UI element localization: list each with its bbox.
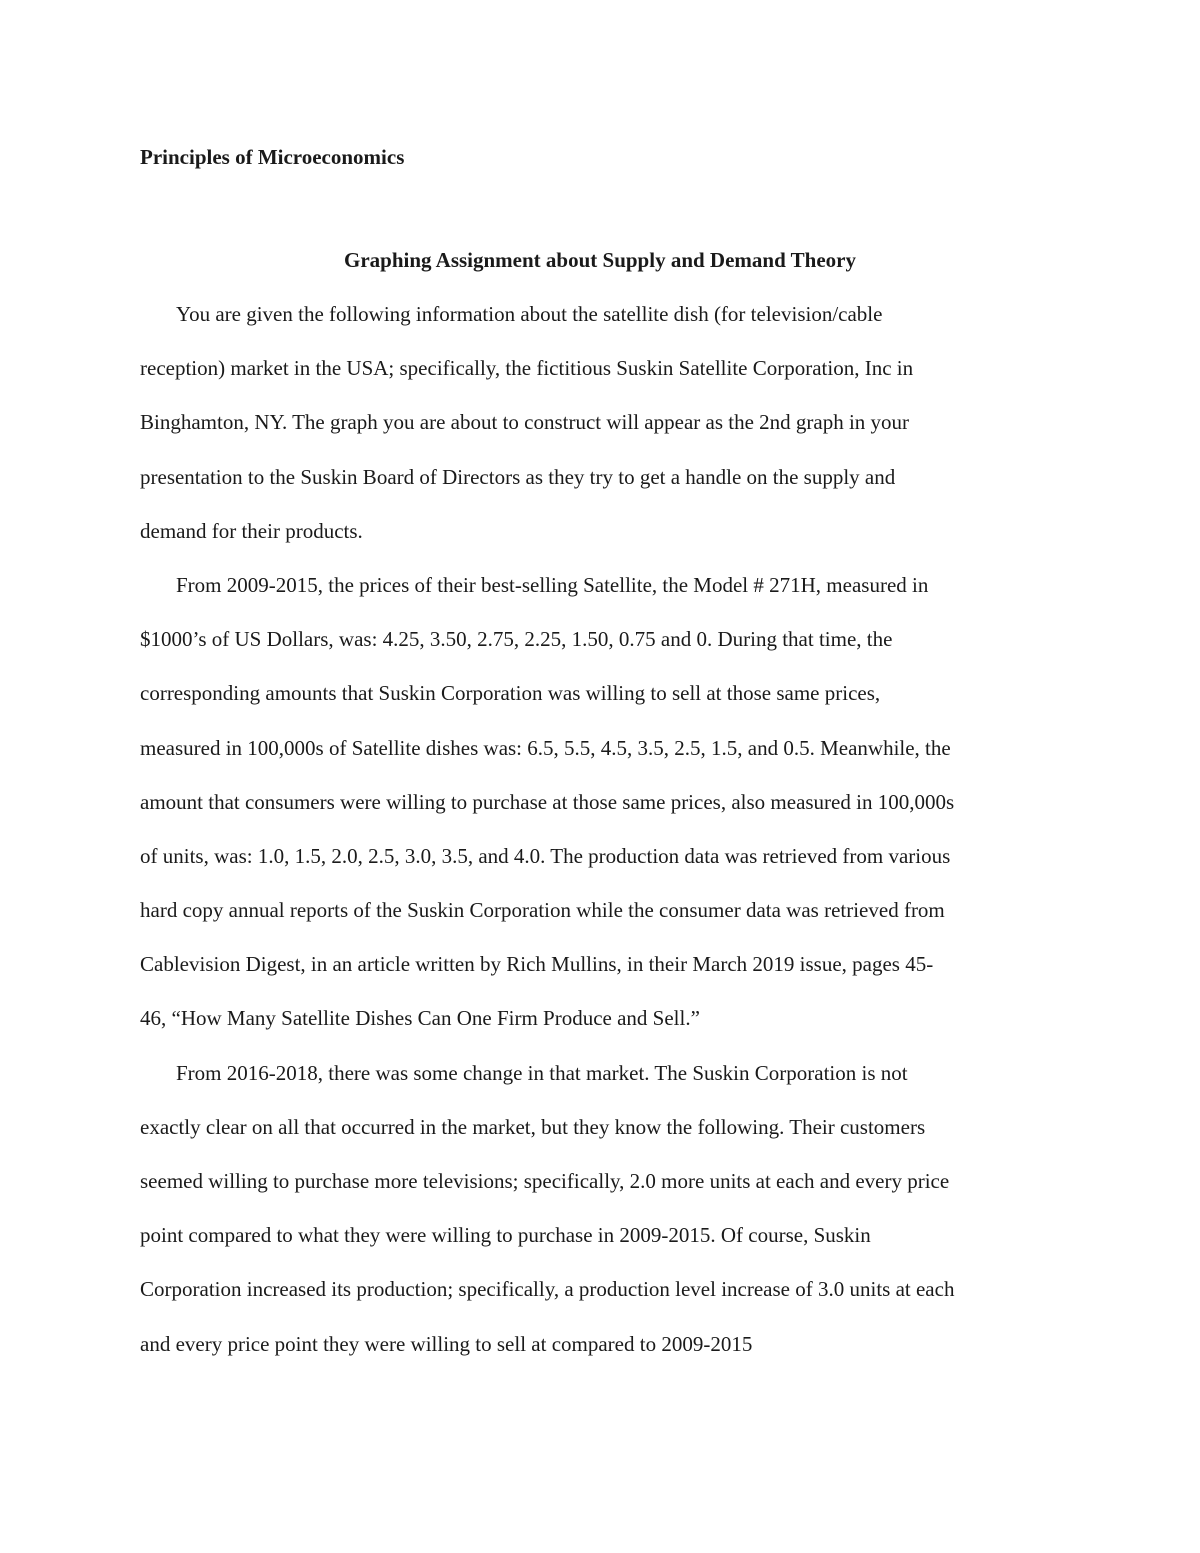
paragraph-2-line-2: $1000’s of US Dollars, was: 4.25, 3.50, 2.75, 2.25, 1.50, 0.75 and 0. During that time, the (140, 627, 893, 652)
course-title: Principles of Microeconomics (140, 145, 405, 169)
paragraph-3-line-6: and every price point they were willing to sell at compared to 2009-2015 (140, 1331, 753, 1356)
paragraph-2-line-7: hard copy annual reports of the Suskin Corporation while the consumer data was retrieved from (140, 898, 945, 923)
paragraph-2-line-1: From 2009-2015, the prices of their best-selling Satellite, the Model # 271H, measured in (176, 572, 929, 597)
paragraph-2-line-5: amount that consumers were willing to purchase at those same prices, also measured in 100,000s (140, 789, 955, 814)
paragraph-1-line-1: You are given the following information about the satellite dish (for television/cable (176, 302, 883, 326)
paragraph-2-line-8: Cablevision Digest, in an article written by Rich Mullins, in their March 2019 issue, pages 45- (140, 952, 934, 977)
paragraph-2-line-3: corresponding amounts that Suskin Corporation was willing to sell at those same prices, (140, 681, 881, 706)
paragraph-1-line-3: Binghamton, NY. The graph you are about to construct will appear as the 2nd graph in your (140, 410, 910, 435)
paragraph-3-line-5: Corporation increased its production; specifically, a production level increase of 3.0 units at each (140, 1277, 955, 1302)
paragraph-2-line-9: 46, “How Many Satellite Dishes Can One Firm Produce and Sell.” (140, 1006, 700, 1031)
paragraph-3-line-3: seemed willing to purchase more televisions; specifically, 2.0 more units at each and every price (140, 1169, 950, 1193)
document-body (140, 300, 1080, 1384)
paragraph-3-line-1: From 2016-2018, there was some change in that market. The Suskin Corporation is not (176, 1060, 908, 1085)
paragraph-2-line-6: of units, was: 1.0, 1.5, 2.0, 2.5, 3.0, 3.5, and 4.0. The production data was retrieved from various (140, 843, 951, 868)
paragraph-1-line-5: demand for their products. (140, 518, 363, 543)
paragraph-3-line-2: exactly clear on all that occurred in the market, but they know the following. Their customers (140, 1114, 926, 1139)
paragraph-1-line-2: reception) market in the USA; specifically, the fictitious Suskin Satellite Corporation, Inc in (140, 356, 914, 381)
paragraph-2-line-4: measured in 100,000s of Satellite dishes was: 6.5, 5.5, 4.5, 3.5, 2.5, 1.5, and 0.5. Meanwhile, the (140, 735, 951, 760)
document-heading: Graphing Assignment about Supply and Demand Theory (344, 248, 856, 272)
paragraph-3-line-4: point compared to what they were willing to purchase in 2009-2015. Of course, Suskin (140, 1223, 871, 1248)
paragraph-1-line-4: presentation to the Suskin Board of Directors as they try to get a handle on the supply and (140, 464, 896, 489)
